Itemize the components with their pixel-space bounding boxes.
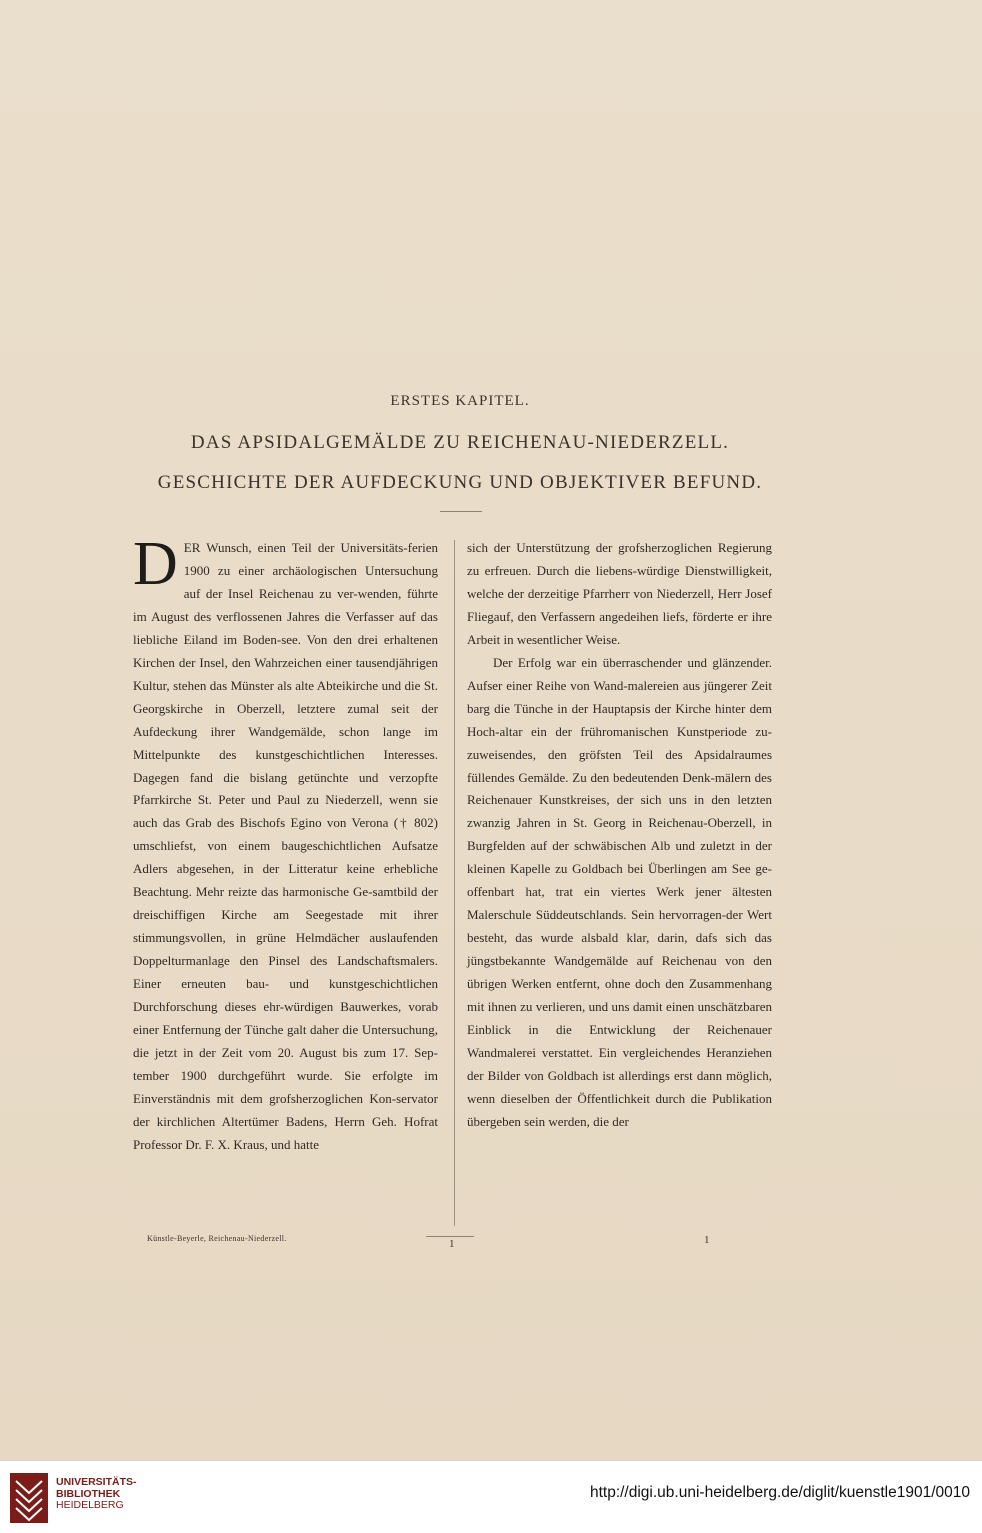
library-name-line-2: BIBLIOTHEK: [56, 1487, 121, 1500]
right-paragraph-1: sich der Unterstützung der grofsherzoglichen Regierung zu erfreuen. Durch die liebens-würdige Dienstwilligkeit, welche der derzeitige Pfarrherr von Niederzell, Herr Josef Fliegauf, den Verfassern angedeihen liefs, förderte er ihre Arbeit in wesentlicher Weise.: [467, 540, 772, 647]
chapter-label: ERSTES KAPITEL.: [390, 393, 530, 409]
digitization-footer: [0, 1460, 982, 1533]
chapter-title-line-1: DAS APSIDALGEMÄLDE ZU REICHENAU-NIEDERZELL.: [190, 432, 730, 453]
university-library-logo-icon: [10, 1473, 48, 1523]
right-text-column: [467, 537, 772, 1134]
right-paragraph-2: Der Erfolg war ein überraschender und glänzender. Aufser einer Reihe von Wand-malereien aus jüngerer Zeit barg die Tünche in der Hauptapsis der Kirche hinter dem Hoch-altar ein der frühromanischen Kunstperiode zu-zuweisendes, den gröfsten Teil des Apsidalraumes füllendes Gemälde. Zu den bedeutenden Denk-mälern des Reichenauer Kunstkreises, der sich uns in den letzten zwanzig Jahren in St. Georg in Reichenau-Oberzell, in Burgfelden auf der schwäbischen Alb und zuletzt in der kleinen Kapelle zu Goldbach bei Überlingen am See ge-offenbart hat, trat ein viertes Werk jener ältesten Malerschule Süddeutschlands. Sein hervorragen-der Wert besteht, das wurde alsbald klar, darin, dafs sich das jüngstbekannte Wandgemälde auf Reichenau von den übrigen Werken entfernt, ohne doch den Zusammenhang mit ihnen zu verlieren, und uns damit einen unschätzbaren Einblick in die Entwicklung der Reichenauer Wandmalerei verstattet. Ein vergleichendes Heranziehen der Bilder von Goldbach ist allerdings erst dann möglich, wenn dieselben der Öffentlichkeit durch die Publikation übergeben sein werden, die der: [467, 654, 772, 1129]
library-name-line-3: HEIDELBERG: [56, 1499, 124, 1511]
library-name-line-1: UNIVERSITÄTS-: [56, 1476, 137, 1488]
drop-cap: D: [133, 530, 178, 598]
chapter-title-line-2: GESCHICHTE DER AUFDECKUNG UND OBJEKTIVER BEFUND.: [157, 472, 763, 493]
left-paragraph-1: ER Wunsch, einen Teil der Universitäts-ferien 1900 zu einer archäologischen Untersuchung auf der Insel Reichenau zu ver-wenden, führte im August des verflossenen Jahres die Verfasser auf das liebliche Eiland im Boden-see. Von den drei erhaltenen Kirchen der Insel, den Wahrzeichen einer tausendjährigen Kultur, stehen das Münster als alte Abteikirche und die St. Georgskirche in Oberzell, letztere zumal seit der Aufdeckung ihrer Wandgemälde, schon lange im Mittelpunkte des kunstgeschichtlichen Interesses. Dagegen fand die bislang getünchte und verzopfte Pfarrkirche St. Peter und Paul zu Niederzell, wenn sie auch das Grab des Bischofs Egino von Verona († 802) umschliefst, von einem baugeschichtlichen Aufsatze Adlers abgesehen, in der Litteratur keine erhebliche Beachtung. Mehr reizte das harmonische Ge-samtbild der dreischiffigen Kirche am Seegestade mit ihrer stimmungsvollen, in grüne Helmdächer auslaufenden Doppelturmanlage den Pinsel des Landschaftsmalers. Einer erneuten bau- und kunstgeschichtlichen Durchforschung dieses ehr-würdigen Bauwerkes, vorab einer Entfernung der Tünche galt daher die Untersuchung, die jetzt in der Zeit vom 20. August bis zum 17. Sep-tember 1900 durchgeführt wurde. Sie erfolgte im Einverständnis mit dem grofsherzoglichen Kon-servator der kirchlichen Altertümer Badens, Herrn Geh. Hofrat Professor Dr. F. X. Kraus, und hatte: [133, 540, 438, 1152]
footer-rule: [0, 1460, 982, 1461]
column-divider: [454, 540, 455, 1226]
signature-rule: [426, 1236, 474, 1237]
source-url-link[interactable]: http://digi.ub.uni-heidelberg.de/diglit/kuenstle1901/0010: [589, 1484, 970, 1501]
printer-signature: Künstle-Beyerle, Reichenau-Niederzell.: [147, 1234, 287, 1243]
title-divider: [440, 511, 482, 512]
left-text-column: [133, 530, 438, 1157]
page-number: 1: [704, 1234, 710, 1246]
library-name: [56, 1477, 137, 1512]
signature-mark: 1: [449, 1238, 455, 1250]
